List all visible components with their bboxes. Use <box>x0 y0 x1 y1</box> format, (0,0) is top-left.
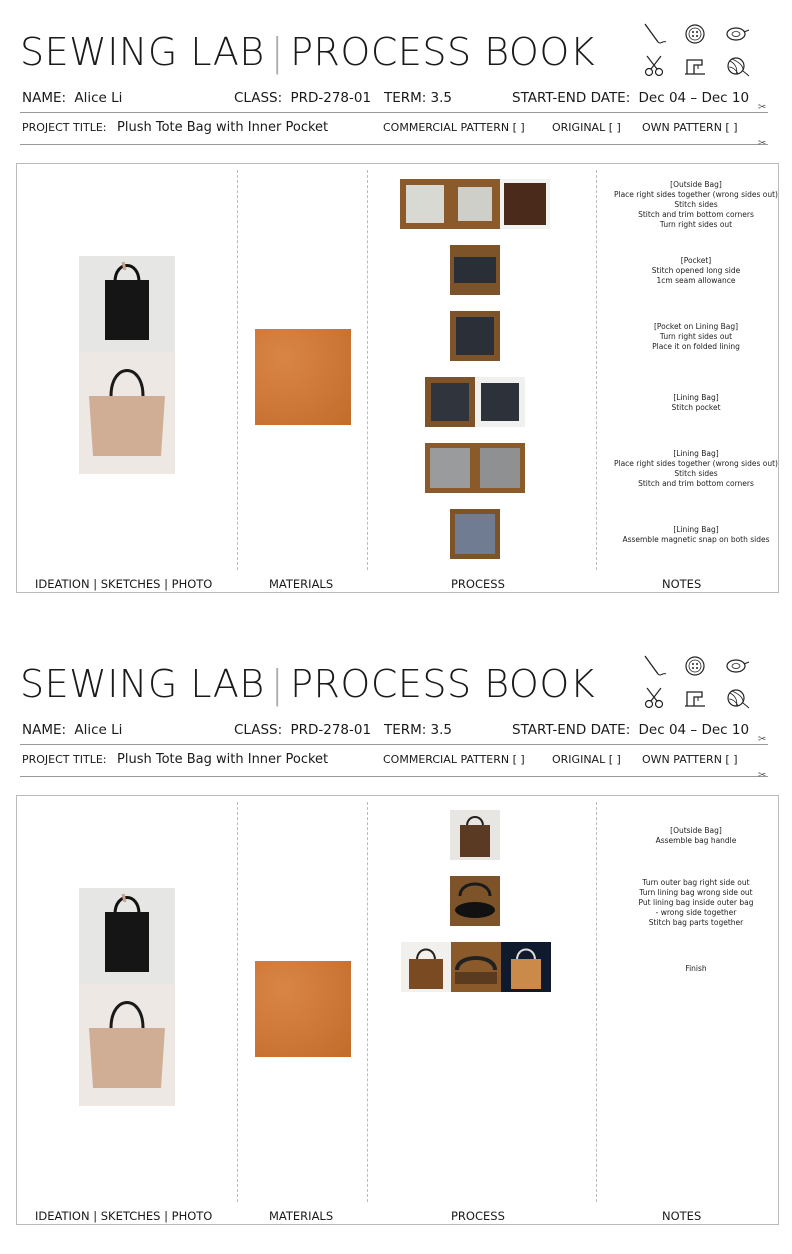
black-tote-photo <box>79 256 175 352</box>
project-title: Plush Tote Bag with Inner Pocket <box>117 752 329 767</box>
date-field: START-END DATE: Dec 04 – Dec 10 <box>512 722 750 738</box>
note: [Outside Bag] Place right sides together (wrong sides out) Stitch sides Stitch and trim bottom corners Turn right sides out <box>613 180 778 229</box>
scissors-icon <box>642 54 668 78</box>
yarn-ball-icon <box>724 54 750 78</box>
note: Finish <box>685 964 707 973</box>
plush-tote-photo <box>79 984 175 1106</box>
column-divider <box>237 802 238 1202</box>
column-header-materials: MATERIALS <box>269 1209 334 1223</box>
project-info-row <box>22 753 762 771</box>
note: [Pocket on Lining Bag] Turn right sides out Place it on folded lining <box>652 322 740 351</box>
divider <box>20 776 768 777</box>
divider <box>20 144 768 145</box>
process-photo <box>500 179 550 229</box>
note: [Lining Bag] Place right sides together (wrong sides out) Stitch sides Stitch and trim bottom corners <box>613 449 778 488</box>
process-photo <box>450 509 500 559</box>
process-photo <box>501 942 551 992</box>
sewing-icons <box>640 20 758 82</box>
tape-measure-icon <box>724 22 750 46</box>
commercial-pattern-checkbox: COMMERCIAL PATTERN [ ] <box>383 753 525 766</box>
process-photo <box>450 311 500 361</box>
note: [Pocket] Stitch opened long side 1cm seam allowance <box>651 256 741 285</box>
student-info-row <box>22 722 762 742</box>
process-photo <box>451 942 501 992</box>
column-divider <box>596 802 597 1202</box>
process-photo <box>475 443 525 493</box>
fabric-swatch <box>255 961 351 1057</box>
date-field: START-END DATE: Dec 04 – Dec 10 <box>512 90 750 106</box>
process-photo <box>450 876 500 926</box>
column-header-notes: NOTES <box>662 1209 702 1223</box>
process-photo <box>450 245 500 295</box>
scissors-icon <box>642 686 668 710</box>
title-process-book: PROCESS BOOK <box>290 30 596 74</box>
column-divider <box>237 170 238 570</box>
student-info-row <box>22 90 762 110</box>
process-photo <box>450 810 500 860</box>
column-header-notes: NOTES <box>662 577 702 591</box>
note: Turn outer bag right side out Turn lining bag wrong side out Put lining bag inside outer bag - wrong side together Stitch bag parts together <box>638 878 754 927</box>
black-tote-photo <box>79 888 175 984</box>
name-field: NAME: Alice Li <box>22 722 123 738</box>
divider <box>20 112 768 113</box>
commercial-pattern-checkbox: COMMERCIAL PATTERN [ ] <box>383 121 525 134</box>
title-sewing-lab: SEWING LAB <box>20 30 265 74</box>
title-sewing-lab: SEWING LAB <box>20 662 265 706</box>
own-pattern-checkbox: OWN PATTERN [ ] <box>642 121 738 134</box>
note: [Lining Bag] Assemble magnetic snap on both sides <box>622 525 770 544</box>
needle-thread-icon <box>642 654 668 678</box>
process-photo <box>425 377 475 427</box>
process-photo <box>450 179 500 229</box>
yarn-ball-icon <box>724 686 750 710</box>
title-process-book: PROCESS BOOK <box>290 662 596 706</box>
scissors-cut-icon: ✂ <box>758 734 767 745</box>
name-field: NAME: Alice Li <box>22 90 123 106</box>
page-title: SEWING LAB | PROCESS BOOK <box>20 30 596 74</box>
sewing-icons <box>640 652 758 714</box>
column-divider <box>367 170 368 570</box>
original-checkbox: ORIGINAL [ ] <box>552 753 621 766</box>
tape-measure-icon <box>724 654 750 678</box>
column-divider <box>596 170 597 570</box>
process-photo <box>400 179 450 229</box>
sewing-machine-icon <box>682 686 708 710</box>
project-label: PROJECT TITLE: <box>22 753 107 766</box>
process-book-page-2 <box>0 632 792 1254</box>
column-header-materials: MATERIALS <box>269 577 334 591</box>
button-icon <box>682 654 708 678</box>
button-icon <box>682 22 708 46</box>
scissors-cut-icon: ✂ <box>758 102 767 113</box>
process-book-page-1 <box>0 0 792 622</box>
sewing-machine-icon <box>682 54 708 78</box>
needle-thread-icon <box>642 22 668 46</box>
column-header-ideation: IDEATION | SKETCHES | PHOTO <box>35 1209 213 1223</box>
project-info-row <box>22 121 762 139</box>
project-title: Plush Tote Bag with Inner Pocket <box>117 120 329 135</box>
process-photo <box>401 942 451 992</box>
column-header-process: PROCESS <box>451 1209 505 1223</box>
note: [Lining Bag] Stitch pocket <box>671 393 721 412</box>
class-field: CLASS: PRD-278-01 <box>234 722 372 738</box>
scissors-cut-icon: ✂ <box>758 770 767 781</box>
plush-tote-photo <box>79 352 175 474</box>
divider <box>20 744 768 745</box>
term-field: TERM: 3.5 <box>384 90 452 106</box>
original-checkbox: ORIGINAL [ ] <box>552 121 621 134</box>
fabric-swatch <box>255 329 351 425</box>
process-photo <box>425 443 475 493</box>
column-header-ideation: IDEATION | SKETCHES | PHOTO <box>35 577 213 591</box>
process-photo <box>475 377 525 427</box>
own-pattern-checkbox: OWN PATTERN [ ] <box>642 753 738 766</box>
process-grid <box>16 795 779 1225</box>
process-grid <box>16 163 779 593</box>
note: [Outside Bag] Assemble bag handle <box>655 826 737 845</box>
scissors-cut-icon: ✂ <box>758 138 767 149</box>
term-field: TERM: 3.5 <box>384 722 452 738</box>
class-field: CLASS: PRD-278-01 <box>234 90 372 106</box>
page-title: SEWING LAB | PROCESS BOOK <box>20 662 596 706</box>
column-header-process: PROCESS <box>451 577 505 591</box>
column-divider <box>367 802 368 1202</box>
project-label: PROJECT TITLE: <box>22 121 107 134</box>
